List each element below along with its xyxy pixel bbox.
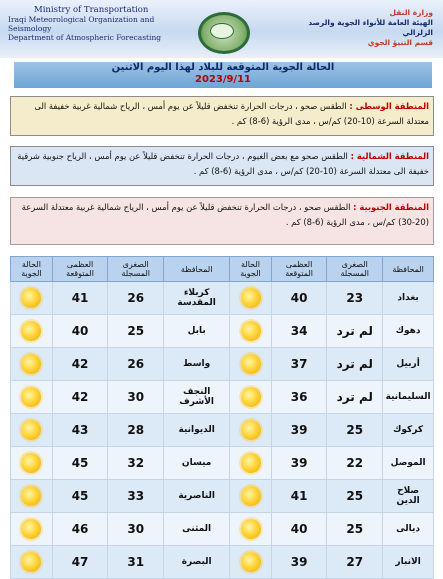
min-temp-cell: 26 xyxy=(108,348,164,381)
province-cell: السليمانية xyxy=(383,381,434,414)
forecast-title xyxy=(14,62,432,88)
sun-icon xyxy=(21,519,41,539)
province-cell: أربيل xyxy=(383,348,434,381)
condition-cell xyxy=(11,447,53,480)
province-cell: كربلاء المقدسة xyxy=(164,282,230,315)
min-temp-cell: لم ترد xyxy=(327,348,383,381)
max-temp-cell: 40 xyxy=(52,315,107,348)
table-header-row xyxy=(11,257,434,282)
province-cell: ديالى xyxy=(383,513,434,546)
condition-cell xyxy=(11,348,53,381)
min-temp-cell: 23 xyxy=(327,282,383,315)
header-right-line-1: وزارة النقل xyxy=(389,8,433,17)
min-temp-cell: لم ترد xyxy=(327,381,383,414)
sun-icon xyxy=(21,321,41,341)
max-temp-cell: 45 xyxy=(52,447,107,480)
sun-icon xyxy=(241,453,261,473)
col-header-min: الصغرى المسجلة xyxy=(108,257,164,282)
sun-icon xyxy=(241,519,261,539)
max-temp-cell: 40 xyxy=(271,513,326,546)
province-cell: الانبار xyxy=(383,546,434,579)
max-temp-cell: 39 xyxy=(271,546,326,579)
sun-icon xyxy=(241,420,261,440)
min-temp-cell: 30 xyxy=(108,381,164,414)
max-temp-cell: 34 xyxy=(271,315,326,348)
min-temp-cell: 33 xyxy=(108,480,164,513)
region-north xyxy=(10,146,434,186)
header-left-line-1: Ministry of Transportation xyxy=(34,5,149,15)
min-temp-cell: 30 xyxy=(108,513,164,546)
province-cell: بابل xyxy=(164,315,230,348)
table-row xyxy=(11,282,434,315)
min-temp-cell: 28 xyxy=(108,414,164,447)
sun-icon xyxy=(21,552,41,572)
condition-cell xyxy=(230,348,272,381)
sun-icon xyxy=(21,354,41,374)
col-header-province: المحافظة xyxy=(164,257,230,282)
region-south-name: المنطقة الجنوبية : xyxy=(353,202,429,212)
ministry-arabic-block xyxy=(283,8,433,48)
region-north-name: المنطقة الشمالية : xyxy=(350,151,429,161)
province-cell: النجف الأشرف xyxy=(164,381,230,414)
table-row xyxy=(11,513,434,546)
table-row xyxy=(11,348,434,381)
region-south xyxy=(10,197,434,245)
condition-cell xyxy=(11,381,53,414)
col-header-condition: الحالة الجوية xyxy=(11,257,53,282)
table-row xyxy=(11,480,434,513)
col-header-max: العظمى المتوقعة xyxy=(271,257,326,282)
min-temp-cell: 26 xyxy=(108,282,164,315)
sun-icon xyxy=(241,354,261,374)
max-temp-cell: 39 xyxy=(271,447,326,480)
condition-cell xyxy=(11,513,53,546)
sun-icon xyxy=(241,321,261,341)
province-cell: ميسان xyxy=(164,447,230,480)
max-temp-cell: 47 xyxy=(52,546,107,579)
sun-icon xyxy=(21,453,41,473)
condition-cell xyxy=(230,315,272,348)
max-temp-cell: 40 xyxy=(271,282,326,315)
province-cell: صلاح الدين xyxy=(383,480,434,513)
province-cell: دهوك xyxy=(383,315,434,348)
col-header-province: المحافظة xyxy=(383,257,434,282)
condition-cell xyxy=(11,414,53,447)
province-cell: الناصرية xyxy=(164,480,230,513)
condition-cell xyxy=(230,282,272,315)
meteorology-logo xyxy=(198,12,250,54)
sun-icon xyxy=(21,387,41,407)
condition-cell xyxy=(230,546,272,579)
max-temp-cell: 43 xyxy=(52,414,107,447)
header-banner xyxy=(0,0,443,58)
province-cell: المثنى xyxy=(164,513,230,546)
header-left-line-2: Iraqi Meteorological Organization and Seismology xyxy=(8,15,155,33)
min-temp-cell: 22 xyxy=(327,447,383,480)
sun-icon xyxy=(241,387,261,407)
sun-icon xyxy=(241,486,261,506)
table-row xyxy=(11,546,434,579)
province-cell: بغداد xyxy=(383,282,434,315)
table-row xyxy=(11,414,434,447)
min-temp-cell: 25 xyxy=(327,513,383,546)
col-header-min: الصغرى المسجلة xyxy=(327,257,383,282)
max-temp-cell: 42 xyxy=(52,381,107,414)
col-header-max: العظمى المتوقعة xyxy=(52,257,107,282)
province-cell: الموصل xyxy=(383,447,434,480)
condition-cell xyxy=(11,282,53,315)
min-temp-cell: 25 xyxy=(108,315,164,348)
min-temp-cell: لم ترد xyxy=(327,315,383,348)
header-right-line-3: قسم التنبؤ الجوي xyxy=(367,38,433,47)
min-temp-cell: 25 xyxy=(327,414,383,447)
condition-cell xyxy=(230,381,272,414)
max-temp-cell: 36 xyxy=(271,381,326,414)
sun-icon xyxy=(241,288,261,308)
max-temp-cell: 39 xyxy=(271,414,326,447)
condition-cell xyxy=(230,480,272,513)
sun-icon xyxy=(21,288,41,308)
condition-cell xyxy=(11,315,53,348)
max-temp-cell: 42 xyxy=(52,348,107,381)
max-temp-cell: 45 xyxy=(52,480,107,513)
province-cell: واسط xyxy=(164,348,230,381)
region-central-text: الطقس صحو ، درجات الحرارة تنخفض قليلاً عن يوم أمس ، الرياح شمالية غربية خفيفة الى معتدلة السرعة (10-20) كم/س ، مدى الرؤية (6-8) كم . xyxy=(34,101,429,126)
region-central-name: المنطقة الوسطى : xyxy=(349,101,429,111)
province-cell: البصرة xyxy=(164,546,230,579)
header-left-line-3: Department of Atmospheric Forecasting xyxy=(8,33,162,42)
region-central xyxy=(10,96,434,136)
condition-cell xyxy=(230,513,272,546)
ministry-english-block xyxy=(8,6,178,42)
col-header-condition: الحالة الجوية xyxy=(230,257,272,282)
max-temp-cell: 37 xyxy=(271,348,326,381)
min-temp-cell: 27 xyxy=(327,546,383,579)
forecast-date: 2023/9/11 xyxy=(194,74,251,85)
sun-icon xyxy=(241,552,261,572)
province-cell: الديوانية xyxy=(164,414,230,447)
max-temp-cell: 41 xyxy=(52,282,107,315)
province-cell: كركوك xyxy=(383,414,434,447)
table-row xyxy=(11,381,434,414)
forecast-table xyxy=(10,256,434,579)
header-right-line-2: الهيئة العامة للأنواء الجوية والرصد الزلزالي xyxy=(308,18,433,37)
table-row xyxy=(11,315,434,348)
sun-icon xyxy=(21,486,41,506)
table-row xyxy=(11,447,434,480)
condition-cell xyxy=(11,480,53,513)
sun-icon xyxy=(21,420,41,440)
min-temp-cell: 25 xyxy=(327,480,383,513)
min-temp-cell: 32 xyxy=(108,447,164,480)
forecast-title-text: الحالة الجوية المتوقعة للبلاد لهذا اليوم الاثنين xyxy=(111,62,335,73)
condition-cell xyxy=(230,447,272,480)
region-south-text: الطقس صحو ، درجات الحرارة تنخفض قليلاً عن يوم أمس ، الرياح شمالية غربية معتدلة السرعة (20-30) كم/س ، مدى الرؤية (6-8) كم . xyxy=(21,202,429,227)
region-north-text: الطقس صحو مع بعض الغيوم ، درجات الحرارة تنخفض قليلاً عن يوم أمس ، الرياح جنوبية شرقية خفيفة الى معتدلة السرعة (10-20) كم/س ، مدى الرؤية (6-8) كم . xyxy=(17,151,429,176)
condition-cell xyxy=(230,414,272,447)
max-temp-cell: 46 xyxy=(52,513,107,546)
condition-cell xyxy=(11,546,53,579)
max-temp-cell: 41 xyxy=(271,480,326,513)
min-temp-cell: 31 xyxy=(108,546,164,579)
